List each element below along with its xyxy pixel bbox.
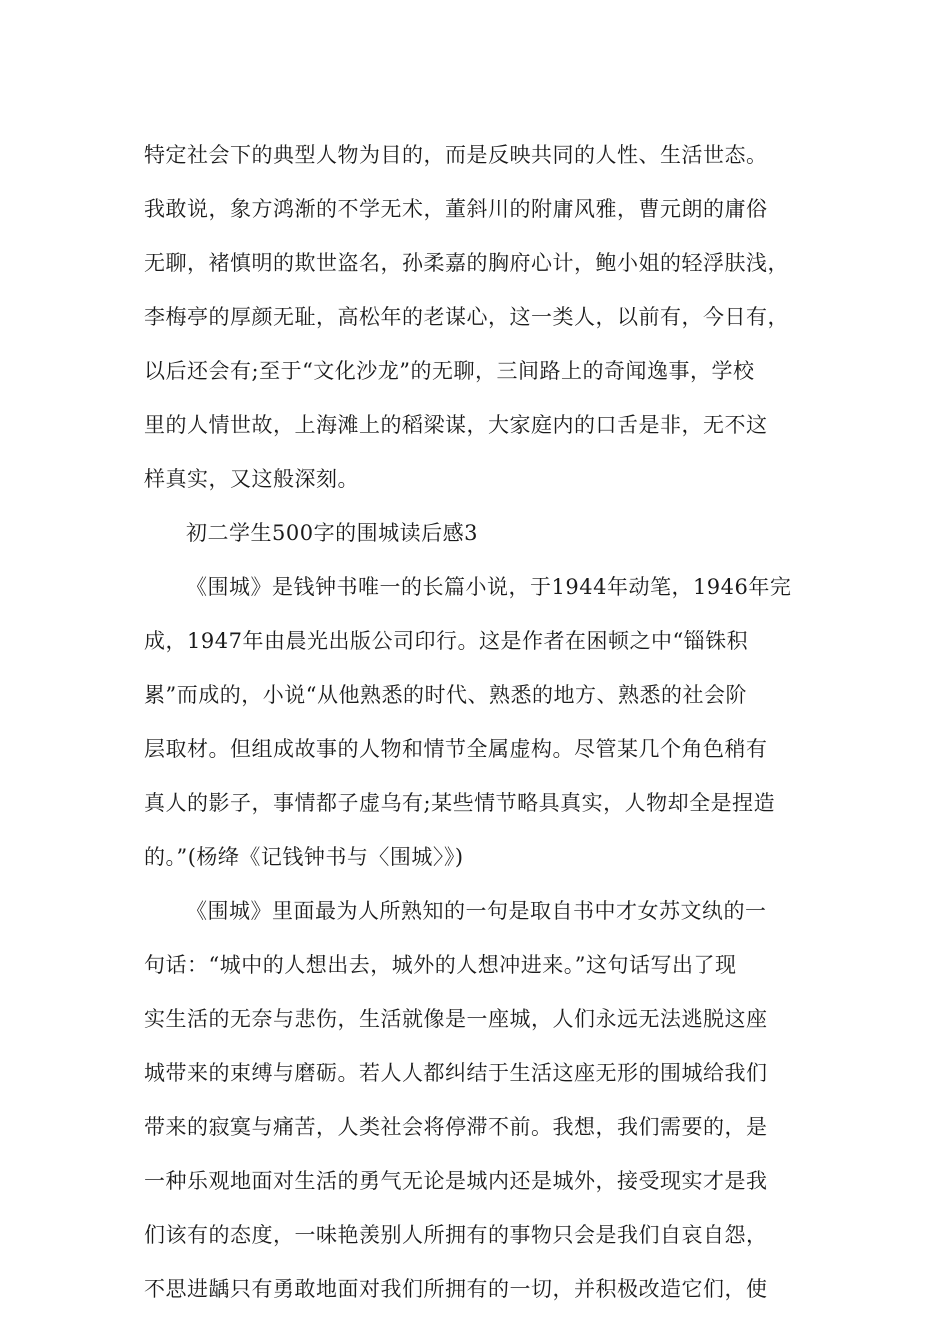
text-line: 累”而成的，小说“从他熟悉的时代、熟悉的地方、熟悉的社会阶 [144,683,747,707]
text-line: 一种乐观地面对生活的勇气无论是城内还是城外，接受现实才是我 [144,1169,768,1193]
text-line: 特定社会下的典型人物为目的，而是反映共同的人性、生活世态。 [144,143,768,167]
text-line: 层取材。但组成故事的人物和情节全属虚构。尽管某几个角色稍有 [144,737,768,761]
text-line: 带来的寂寞与痛苦，人类社会将停滞不前。我想，我们需要的，是 [144,1115,768,1139]
document-body [144,128,824,1316]
text-line: 真人的影子，事情都子虚乌有;某些情节略具真实，人物却全是捏造 [144,791,776,815]
paragraph-first-line: 《围城》里面最为人所熟知的一句是取自书中才女苏文纨的一 [186,899,767,923]
text-line: 们该有的态度，一味艳羡别人所拥有的事物只会是我们自哀自怨， [144,1223,768,1247]
text-line: 的。”(杨绛《记钱钟书与〈围城〉》) [144,845,464,869]
text-line: 里的人情世故，上海滩上的稻梁谋，大家庭内的口舌是非，无不这 [144,413,768,437]
text-line: 无聊，褚慎明的欺世盗名，孙柔嘉的胸府心计，鲍小姐的轻浮肤浅， [144,251,789,275]
text-line: 城带来的束缚与磨砺。若人人都纠结于生活这座无形的围城给我们 [144,1061,768,1085]
text-line: 句话：“城中的人想出去，城外的人想冲进来。”这句话写出了现 [144,953,737,977]
text-line: 实生活的无奈与悲伤，生活就像是一座城，人们永远无法逃脱这座 [144,1007,768,1031]
text-line: 李梅亭的厚颜无耻，高松年的老谋心，这一类人，以前有，今日有， [144,305,789,329]
paragraph-first-line: 《围城》是钱钟书唯一的长篇小说，于1944年动笔，1946年完 [186,575,792,599]
text-line: 不思进龋只有勇敢地面对我们所拥有的一切，并积极改造它们，使 [144,1277,768,1301]
paragraph-first-line: 初二学生500字的围城读后感3 [186,521,478,545]
text-line: 我敢说，象方鸿渐的不学无术，董斜川的附庸风雅，曹元朗的庸俗 [144,197,768,221]
text-line: 以后还会有;至于“文化沙龙”的无聊，三间路上的奇闻逸事，学校 [144,359,755,383]
text-line: 成，1947年由晨光出版公司印行。这是作者在困顿之中“锱铢积 [144,629,749,653]
text-line: 样真实，又这般深刻。 [144,467,359,491]
